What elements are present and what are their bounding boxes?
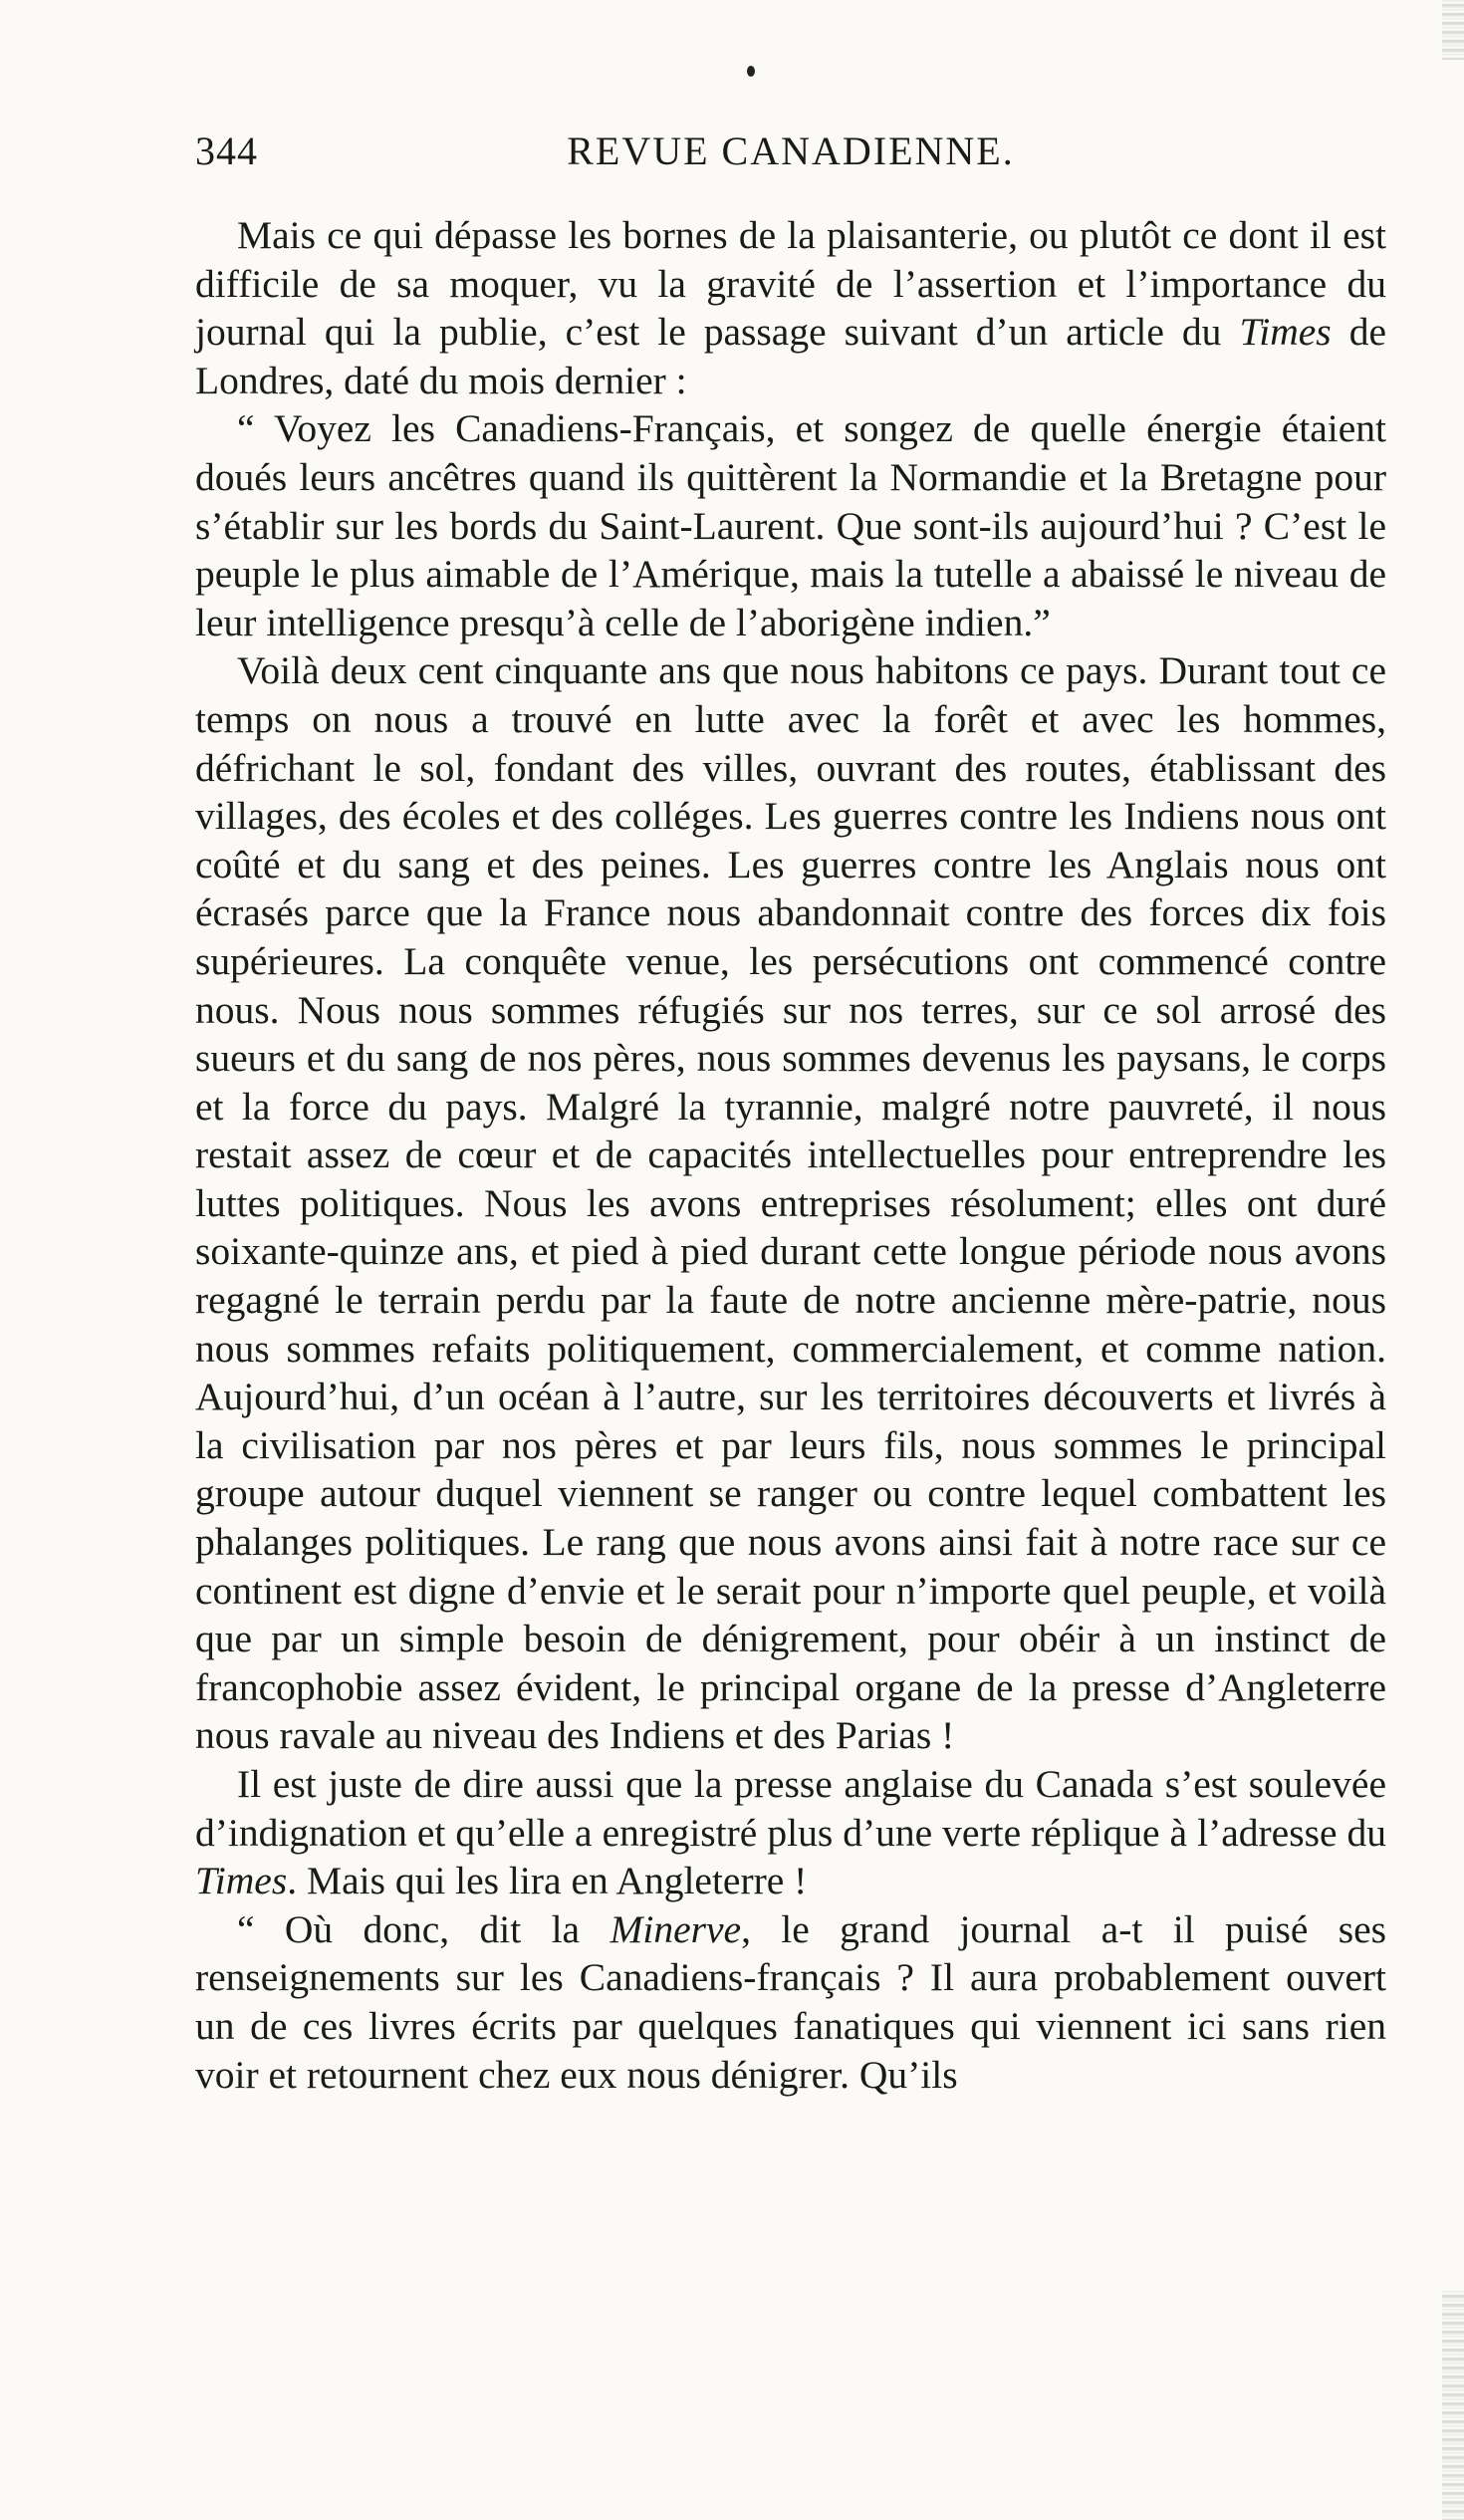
scan-edge-noise: [1442, 2291, 1464, 2520]
paragraph: [195, 211, 1386, 404]
paragraph: [195, 646, 1386, 1760]
paragraph-text: Il est juste de dire aussi que la presse anglaise du Canada s’est soulevée d’indignation et qu’elle a enregistré plus d’une verte réplique à l’adresse du: [195, 1762, 1386, 1855]
page-header: [195, 127, 1386, 187]
body-text: [195, 211, 1386, 2099]
italic-title: Times: [195, 1859, 288, 1903]
paragraph-text: . Mais qui les lira en Angleterre !: [287, 1859, 808, 1903]
scan-edge-noise: [1442, 0, 1464, 60]
running-title: REVUE CANADIENNE.: [567, 128, 1015, 173]
paragraph-text: “ Où donc, dit la: [237, 1906, 610, 1951]
paragraph-text: “ Voyez les Canadiens-Français, et songez de quelle énergie étaient doués leurs ancêtres quand ils quittèrent la Normandie et la Bretagne pour s’établir sur les bords du Saint-Laurent. Que sont-ils aujourd’hui ? C’est le peuple le plus aimable de l’Amérique, mais la tutelle a abaissé le niveau de leur intelligence presqu’à celle de l’aborigène indien.”: [195, 406, 1386, 644]
paragraph-text: Mais ce qui dépasse les bornes de la plaisanterie, ou plutôt ce dont il est difficile de sa moquer, vu la gravité de l’assertion et l’importance du journal qui la publie, c’est le passage suivant d’un article du: [195, 213, 1386, 355]
italic-title: Times: [1239, 310, 1332, 355]
paragraph: [195, 404, 1386, 646]
paragraph: [195, 1760, 1386, 1905]
paragraph-text: de Londres, daté du mois dernier :: [195, 310, 1386, 402]
paragraph-text: Voilà deux cent cinquante ans que nous habitons ce pays. Durant tout ce temps on nous a trouvé en lutte avec la forêt et avec les hommes, défrichant le sol, fondant des villes, ouvrant des routes, établissant des villages, des écoles et des colléges. Les guerres contre les Indiens nous ont coûté et du sang et des peines. Les guerres contre les Anglais nous ont écrasés parce que la France nous abandonnait contre des forces dix fois supérieures. La conquête venue, les persécutions ont commencé contre nous. Nous nous sommes réfugiés sur nos terres, sur ce sol arrosé des sueurs et du sang de nos pères, nous sommes devenus les paysans, le corps et la force du pays. Malgré la tyrannie, malgré notre pauvreté, il nous restait assez de cœur et de capacités intellectuelles pour entreprendre les luttes politiques. Nous les avons entreprises résolument; elles ont duré soixante-quinze ans, et pied à pied durant cette longue période nous avons regagné le terrain perdu par la faute de notre ancienne mère-patrie, nous nous sommes refaits politiquement, commercialement, et comme nation. Aujourd’hui, d’un océan à l’autre, sur les territoires découverts et livrés à la civilisation par nos pères et par leurs fils, nous sommes le principal groupe autour duquel viennent se ranger ou contre lequel combattent les phalanges politiques. Le rang que nous avons ainsi fait à notre race sur ce continent est digne d’envie et le serait pour n’importe quel peuple, et voilà que par un simple besoin de dénigrement, pour obéir à un instinct de francophobie assez évident, le principal organe de la presse d’Angleterre nous ravale au niveau des Indiens et des Parias !: [195, 648, 1386, 1758]
scan-speck: [747, 66, 755, 77]
paragraph-text: , le grand journal a-t il puisé ses renseignements sur les Canadiens-français ? Il aura probablement ouvert un de ces livres écrits par quelques fanatiques qui viennent ici sans rien voir et retournent chez eux nous dénigrer. Qu’ils: [195, 1906, 1387, 2097]
italic-title: Minerve: [610, 1906, 742, 1951]
page-number: 344: [195, 128, 258, 173]
paragraph: [195, 1905, 1386, 2099]
